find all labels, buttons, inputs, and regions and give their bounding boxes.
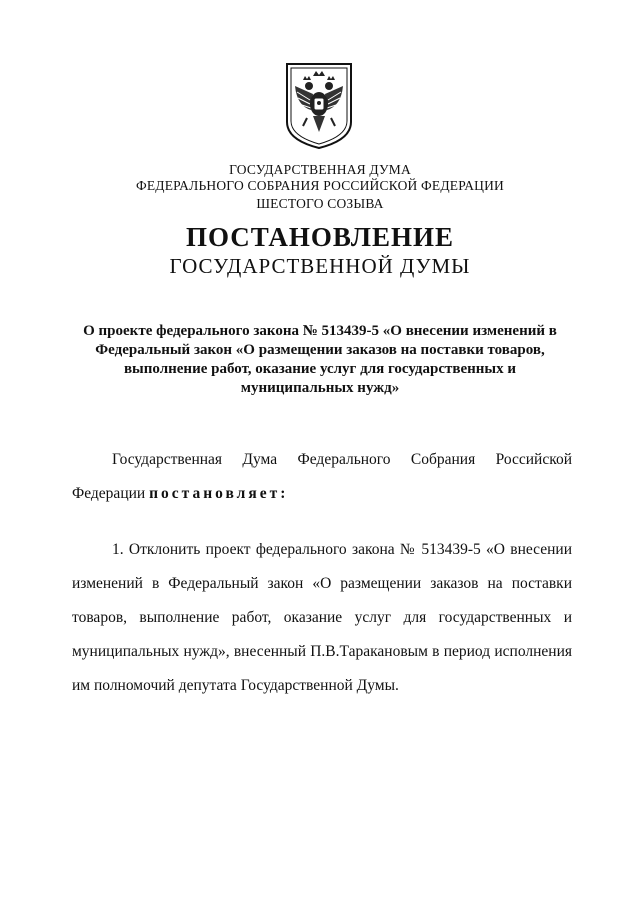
subject-line: муниципальных нужд» <box>240 380 400 396</box>
preamble-line: Государственная Дума Федерального Собрания Российской <box>112 451 572 468</box>
item1-line: 1. Отклонить проект федерального закона № 513439-5 «О внесении <box>112 541 572 558</box>
subject-heading <box>70 322 570 398</box>
state-emblem-icon <box>283 60 355 150</box>
item1-line: муниципальных нужд», внесенный П.В.Таракановым в период исполнения <box>72 643 572 660</box>
subject-line: О проекте федерального закона № 513439-5 «О внесении изменений в <box>83 323 557 339</box>
subject-line: Федеральный закон «О размещении заказов на поставки товаров, <box>95 342 545 358</box>
preamble-line <box>72 485 572 503</box>
header-federal-assembly: ФЕДЕРАЛЬНОГО СОБРАНИЯ РОССИЙСКОЙ ФЕДЕРАЦИИ <box>136 178 504 193</box>
header-duma: ГОСУДАРСТВЕННАЯ ДУМА <box>229 162 411 177</box>
document-subtitle: ГОСУДАРСТВЕННОЙ ДУМЫ <box>169 254 471 278</box>
document-title: ПОСТАНОВЛЕНИЕ <box>185 222 455 252</box>
preamble-prefix: Федерации <box>72 485 146 502</box>
item1-line: изменений в Федеральный закон «О размещении заказов на поставки <box>72 575 572 592</box>
resolves-verb: постановляет: <box>149 485 289 502</box>
subject-line: выполнение работ, оказание услуг для государственных и <box>123 361 517 377</box>
item1-line: им полномочий депутата Государственной Думы. <box>72 677 399 694</box>
header-convocation: ШЕСТОГО СОЗЫВА <box>256 196 384 211</box>
item1-line: товаров, выполнение работ, оказание услуг для государственных и <box>72 609 572 626</box>
